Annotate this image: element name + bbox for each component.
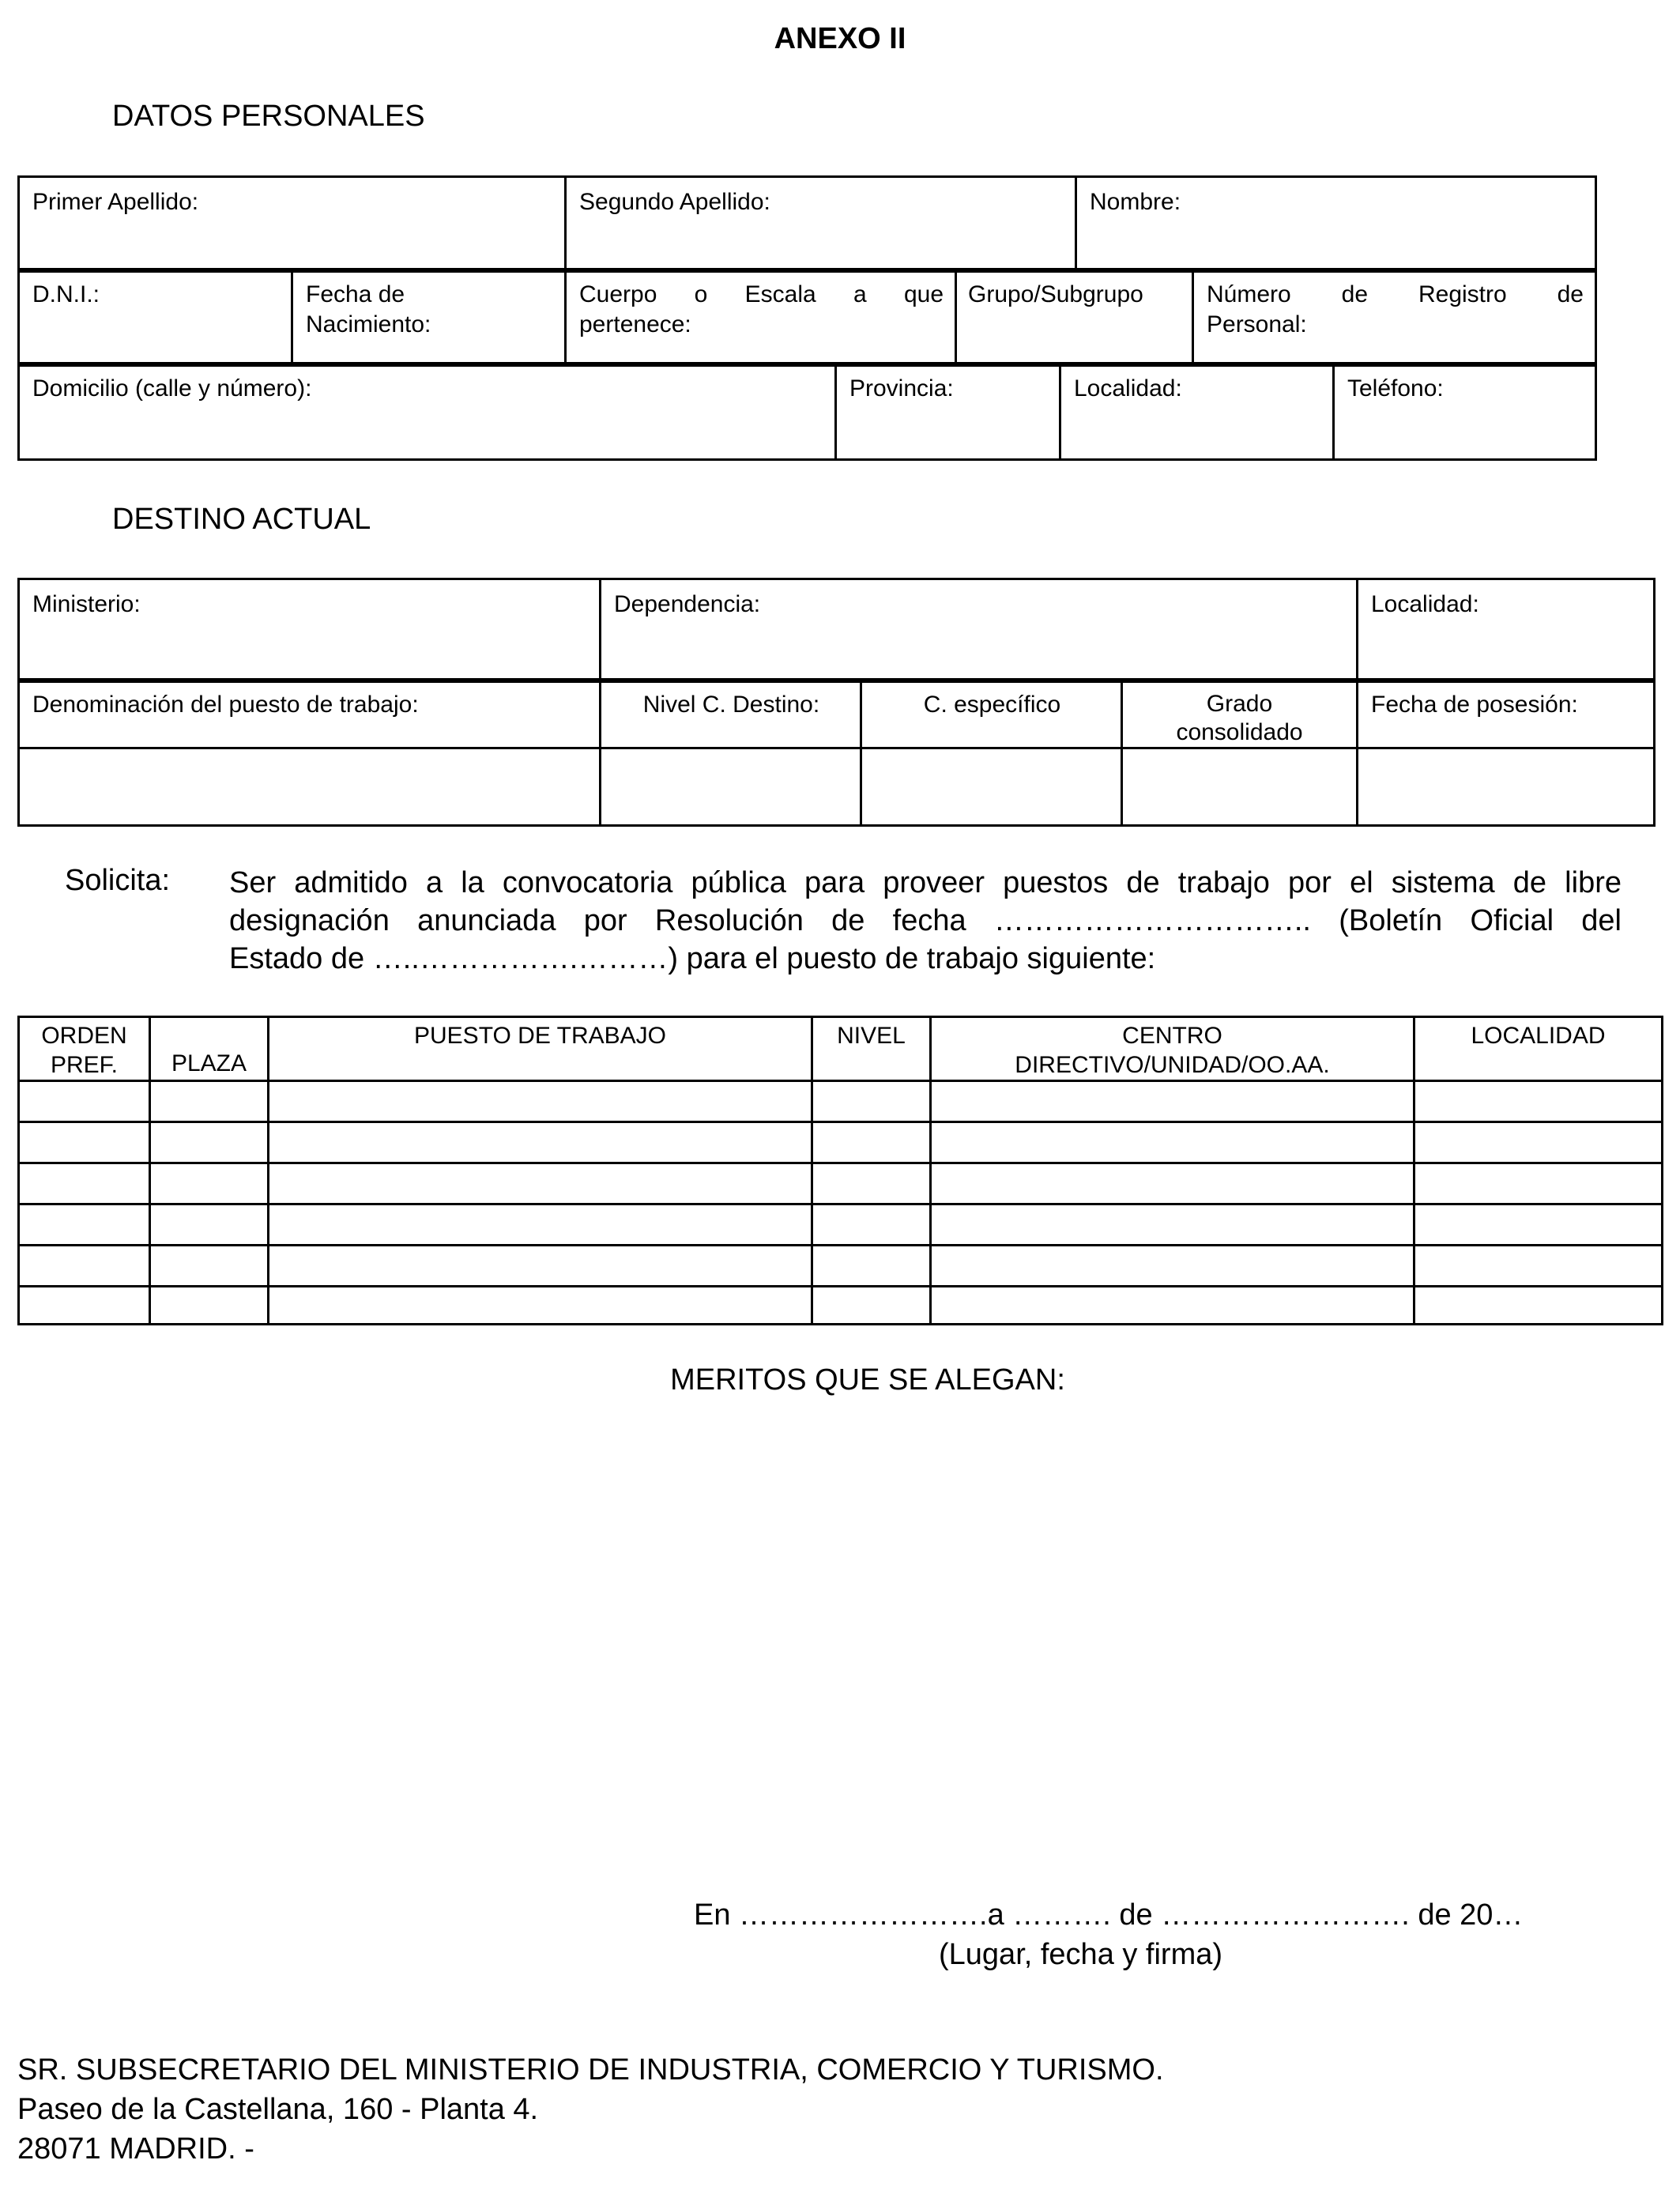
localidad-header (1414, 1017, 1663, 1081)
table-cell[interactable] (269, 1287, 812, 1325)
fecha-nacimiento-field[interactable] (292, 270, 566, 366)
ministerio-label: Ministerio: (32, 591, 141, 617)
primer-apellido-field[interactable] (19, 177, 566, 272)
grado-label-2: consolidado (1176, 719, 1303, 745)
puestos-table (17, 1016, 1663, 1325)
firma-line: En …………………….a ………. de ……………………. de 20… (694, 1898, 1524, 1932)
numero-registro-field[interactable] (1193, 270, 1596, 366)
table-cell[interactable] (19, 1246, 150, 1287)
table-cell[interactable] (1414, 1163, 1663, 1204)
destinatario-line-1: SR. SUBSECRETARIO DEL MINISTERIO DE INDUSTRIA, COMERCIO Y TURISMO. (17, 2053, 1164, 2087)
datos-personales-table-row2 (17, 268, 1597, 367)
table-cell[interactable] (931, 1081, 1414, 1122)
especifico-label: C. específico (923, 692, 1061, 718)
table-cell[interactable] (19, 1287, 150, 1325)
nombre-label: Nombre: (1090, 189, 1181, 215)
especifico-header (861, 680, 1122, 748)
table-row (19, 1081, 1663, 1122)
page-title: ANEXO II (774, 22, 906, 55)
dni-label: D.N.I.: (32, 281, 100, 307)
denominacion-header (19, 680, 601, 748)
table-row (19, 1122, 1663, 1163)
nivel-label: NIVEL (837, 1023, 906, 1049)
domicilio-field[interactable] (19, 364, 836, 460)
destinatario-line-2: Paseo de la Castellana, 160 - Planta 4. (17, 2093, 539, 2126)
ministerio-field[interactable] (19, 579, 601, 682)
puesto-label: PUESTO DE TRABAJO (414, 1023, 666, 1049)
cuerpo-escala-label-2: pertenece: (579, 311, 691, 337)
table-row (19, 1246, 1663, 1287)
table-cell[interactable] (931, 1204, 1414, 1246)
centro-label-2: DIRECTIVO/UNIDAD/OO.AA. (1015, 1052, 1330, 1078)
table-cell[interactable] (1414, 1081, 1663, 1122)
table-cell[interactable] (150, 1287, 269, 1325)
numero-registro-label-1: Número de Registro de (1207, 281, 1584, 307)
dni-field[interactable] (19, 270, 292, 366)
solicita-text (229, 864, 1622, 978)
solicita-line-3: Estado de …..…………….………) para el puesto de trabajo siguiente: (229, 942, 1156, 975)
grupo-subgrupo-field[interactable] (956, 270, 1193, 366)
table-cell[interactable] (150, 1204, 269, 1246)
grupo-subgrupo-label: Grupo/Subgrupo (968, 281, 1143, 307)
nombre-field[interactable] (1076, 177, 1596, 272)
destino-actual-table-2 (17, 678, 1656, 827)
table-cell[interactable] (931, 1163, 1414, 1204)
segundo-apellido-label: Segundo Apellido: (579, 189, 770, 215)
destinatario-block (17, 2050, 1164, 2169)
plaza-header (150, 1017, 269, 1081)
table-cell[interactable] (812, 1287, 931, 1325)
localidad-label: Localidad: (1074, 375, 1182, 401)
numero-registro-label-2: Personal: (1207, 311, 1307, 337)
table-cell[interactable] (931, 1246, 1414, 1287)
centro-label-1: CENTRO (1122, 1023, 1222, 1049)
domicilio-label: Domicilio (calle y número): (32, 375, 312, 401)
nivel-destino-label: Nivel C. Destino: (642, 692, 820, 718)
datos-personales-heading: DATOS PERSONALES (112, 100, 425, 133)
table-cell[interactable] (1414, 1246, 1663, 1287)
localidad-field[interactable] (1060, 364, 1334, 460)
table-cell[interactable] (19, 1081, 150, 1122)
cuerpo-escala-field[interactable] (566, 270, 956, 366)
provincia-field[interactable] (836, 364, 1060, 460)
destino-actual-table (17, 578, 1656, 683)
centro-header (931, 1017, 1414, 1081)
table-row (19, 1163, 1663, 1204)
destinatario-line-3: 28071 MADRID. - (17, 2132, 254, 2166)
table-cell[interactable] (19, 1204, 150, 1246)
orden-label-2: PREF. (50, 1052, 119, 1078)
localidad-destino-label: Localidad: (1371, 591, 1479, 617)
table-cell[interactable] (19, 1122, 150, 1163)
grado-header (1122, 680, 1358, 748)
datos-personales-table-row3 (17, 362, 1597, 461)
table-cell[interactable] (150, 1246, 269, 1287)
meritos-heading: MERITOS QUE SE ALEGAN: (670, 1363, 1065, 1397)
table-cell[interactable] (269, 1122, 812, 1163)
telefono-label: Teléfono: (1347, 375, 1444, 401)
puesto-header (269, 1017, 812, 1081)
table-cell[interactable] (269, 1204, 812, 1246)
solicita-line-2: designación anunciada por Resolución de fecha ………………………….. (Boletín Oficial del (229, 904, 1622, 937)
denominacion-input[interactable] (19, 748, 601, 826)
grado-input[interactable] (1122, 748, 1358, 826)
dependencia-field[interactable] (601, 579, 1358, 682)
plaza-label: PLAZA (171, 1050, 247, 1076)
localidad-col-label: LOCALIDAD (1471, 1023, 1606, 1049)
nivel-destino-input[interactable] (601, 748, 861, 826)
table-cell[interactable] (150, 1081, 269, 1122)
table-cell[interactable] (931, 1122, 1414, 1163)
table-cell[interactable] (269, 1163, 812, 1204)
table-cell[interactable] (1414, 1122, 1663, 1163)
orden-label-1: ORDEN (41, 1023, 127, 1049)
table-cell[interactable] (269, 1081, 812, 1122)
nivel-header (812, 1017, 931, 1081)
table-row (19, 1204, 1663, 1246)
solicita-label: Solicita: (65, 864, 171, 897)
especifico-input[interactable] (861, 748, 1122, 826)
destino-actual-heading: DESTINO ACTUAL (112, 503, 371, 536)
table-cell[interactable] (1414, 1287, 1663, 1325)
table-cell[interactable] (812, 1163, 931, 1204)
table-cell[interactable] (812, 1081, 931, 1122)
fecha-posesion-label: Fecha de posesión: (1371, 692, 1578, 718)
dependencia-label: Dependencia: (614, 591, 761, 617)
fecha-posesion-header (1358, 680, 1655, 748)
firma-caption: (Lugar, fecha y firma) (939, 1938, 1223, 1971)
grado-label-1: Grado (1206, 691, 1273, 717)
cuerpo-escala-label-1: Cuerpo o Escala a que (579, 281, 944, 307)
primer-apellido-label: Primer Apellido: (32, 189, 199, 215)
table-cell[interactable] (150, 1163, 269, 1204)
provincia-label: Provincia: (849, 375, 954, 401)
table-cell[interactable] (812, 1122, 931, 1163)
table-cell[interactable] (269, 1246, 812, 1287)
nivel-destino-header (601, 680, 861, 748)
fecha-nacimiento-label-1: Fecha de (306, 281, 405, 307)
table-cell[interactable] (19, 1163, 150, 1204)
denominacion-label: Denominación del puesto de trabajo: (32, 692, 419, 718)
orden-header (19, 1017, 150, 1081)
table-row (19, 1287, 1663, 1325)
datos-personales-table (17, 175, 1597, 273)
table-cell[interactable] (931, 1287, 1414, 1325)
fecha-posesion-input[interactable] (1358, 748, 1655, 826)
table-cell[interactable] (150, 1122, 269, 1163)
telefono-field[interactable] (1334, 364, 1596, 460)
table-cell[interactable] (812, 1204, 931, 1246)
segundo-apellido-field[interactable] (566, 177, 1076, 272)
table-cell[interactable] (1414, 1204, 1663, 1246)
fecha-nacimiento-label-2: Nacimiento: (306, 311, 431, 337)
localidad-destino-field[interactable] (1358, 579, 1655, 682)
table-cell[interactable] (812, 1246, 931, 1287)
solicita-line-1: Ser admitido a la convocatoria pública para proveer puestos de trabajo por el sistema de libre (229, 866, 1622, 899)
